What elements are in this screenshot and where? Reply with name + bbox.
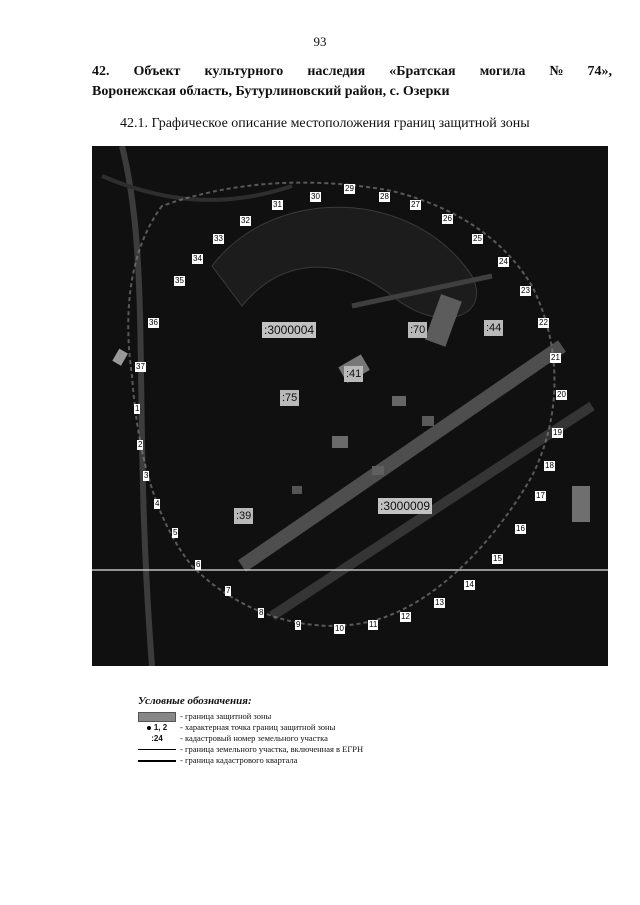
boundary-point-label: 10	[335, 624, 344, 633]
boundary-point-label: 16	[516, 524, 525, 533]
boundary-point-label: 25	[473, 234, 482, 243]
heading-word: №	[549, 64, 564, 79]
boundary-point-label: 18	[545, 461, 554, 470]
legend-text: - граница кадастрового квартала	[180, 755, 298, 765]
heading-word: 74»,	[587, 64, 612, 79]
point-dot-icon	[147, 726, 151, 730]
boundary-point-label: 35	[175, 276, 184, 285]
heading-word: культурного	[204, 64, 284, 79]
heading-line-1	[92, 62, 612, 82]
legend-item-protection-zone	[138, 711, 363, 722]
cadastral-parcel-label: :3000009	[380, 499, 431, 513]
legend-title: Условные обозначения:	[138, 695, 252, 707]
boundary-point-label: 19	[553, 428, 562, 437]
boundary-point-label: 14	[465, 580, 474, 589]
boundary-point-label: 20	[557, 390, 566, 399]
boundary-point-label: 8	[259, 608, 264, 617]
heading-word: могила	[479, 64, 526, 79]
cadastral-parcel-label: :41	[346, 368, 362, 380]
map-legend	[138, 696, 363, 766]
boundary-point-label: 22	[539, 318, 548, 327]
legend-text: - граница земельного участка, включенная в ЕГРН	[180, 744, 364, 754]
boundary-point-label: 30	[311, 192, 320, 201]
boundary-point-label: 32	[241, 216, 250, 225]
cadastral-parcel-label: :70	[410, 324, 426, 336]
boundary-point-label: 2	[138, 440, 143, 449]
heading-line-2: Воронежская область, Бутурлиновский район, с. Озерки	[92, 84, 450, 99]
cadastral-parcel-label: :75	[282, 392, 298, 404]
boundary-point-label: 1	[135, 404, 140, 413]
heading-word: 42.	[92, 64, 110, 79]
boundary-point-label: 7	[226, 586, 231, 595]
heading-word: Объект	[133, 64, 181, 79]
boundary-point-label: 37	[136, 362, 145, 371]
boundary-point-label: 24	[499, 257, 508, 266]
boundary-point-label: 11	[369, 620, 378, 629]
boundary-point-label: 34	[193, 254, 202, 263]
boundary-point-label: 21	[551, 353, 560, 362]
cadastral-parcel-label: :39	[236, 510, 252, 522]
cadastral-parcel-label: :3000004	[264, 323, 315, 337]
boundary-point-label: 12	[401, 612, 410, 621]
terrain-layer	[92, 146, 608, 666]
boundary-point-label: 29	[345, 184, 354, 193]
legend-item-characteristic-point	[138, 722, 363, 733]
legend-key-label: 1, 2	[153, 723, 168, 732]
legend-text: - характерная точка границ защитной зоны	[180, 722, 336, 732]
boundary-point-label: 31	[273, 200, 282, 209]
subheading: 42.1. Графическое описание местоположения границ защитной зоны	[120, 116, 530, 131]
boundary-point-label: 6	[196, 560, 201, 569]
zone-swatch-icon	[138, 712, 176, 722]
satellite-map[interactable]	[92, 146, 608, 666]
boundary-point-label: 5	[173, 528, 178, 537]
section-heading	[92, 62, 612, 102]
boundary-point-label: 4	[155, 499, 160, 508]
boundary-point-label: 13	[435, 598, 444, 607]
heading-word: наследия	[307, 64, 366, 79]
boundary-point-label: 3	[144, 471, 149, 480]
thin-line-icon	[138, 749, 176, 750]
heading-word: «Братская	[389, 64, 456, 79]
thick-line-icon	[138, 760, 176, 762]
legend-item-parcel-boundary	[138, 744, 363, 755]
boundary-point-label: 23	[521, 286, 530, 295]
boundary-point-label: 33	[214, 234, 223, 243]
boundary-point-label: 36	[149, 318, 158, 327]
legend-item-quarter-boundary	[138, 755, 363, 766]
legend-key-label: :24	[151, 734, 163, 743]
boundary-point-label: 17	[536, 491, 545, 500]
page-number: 93	[313, 34, 327, 49]
legend-item-cadastral-number	[138, 733, 363, 744]
boundary-point-label: 27	[411, 200, 420, 209]
boundary-point-label: 26	[443, 214, 452, 223]
boundary-point-label: 9	[296, 620, 301, 629]
legend-text: - граница защитной зоны	[180, 711, 272, 721]
boundary-point-label: 15	[493, 554, 502, 563]
boundary-point-label: 28	[380, 192, 389, 201]
legend-text: - кадастровый номер земельного участка	[180, 733, 328, 743]
cadastral-parcel-label: :44	[486, 322, 502, 334]
